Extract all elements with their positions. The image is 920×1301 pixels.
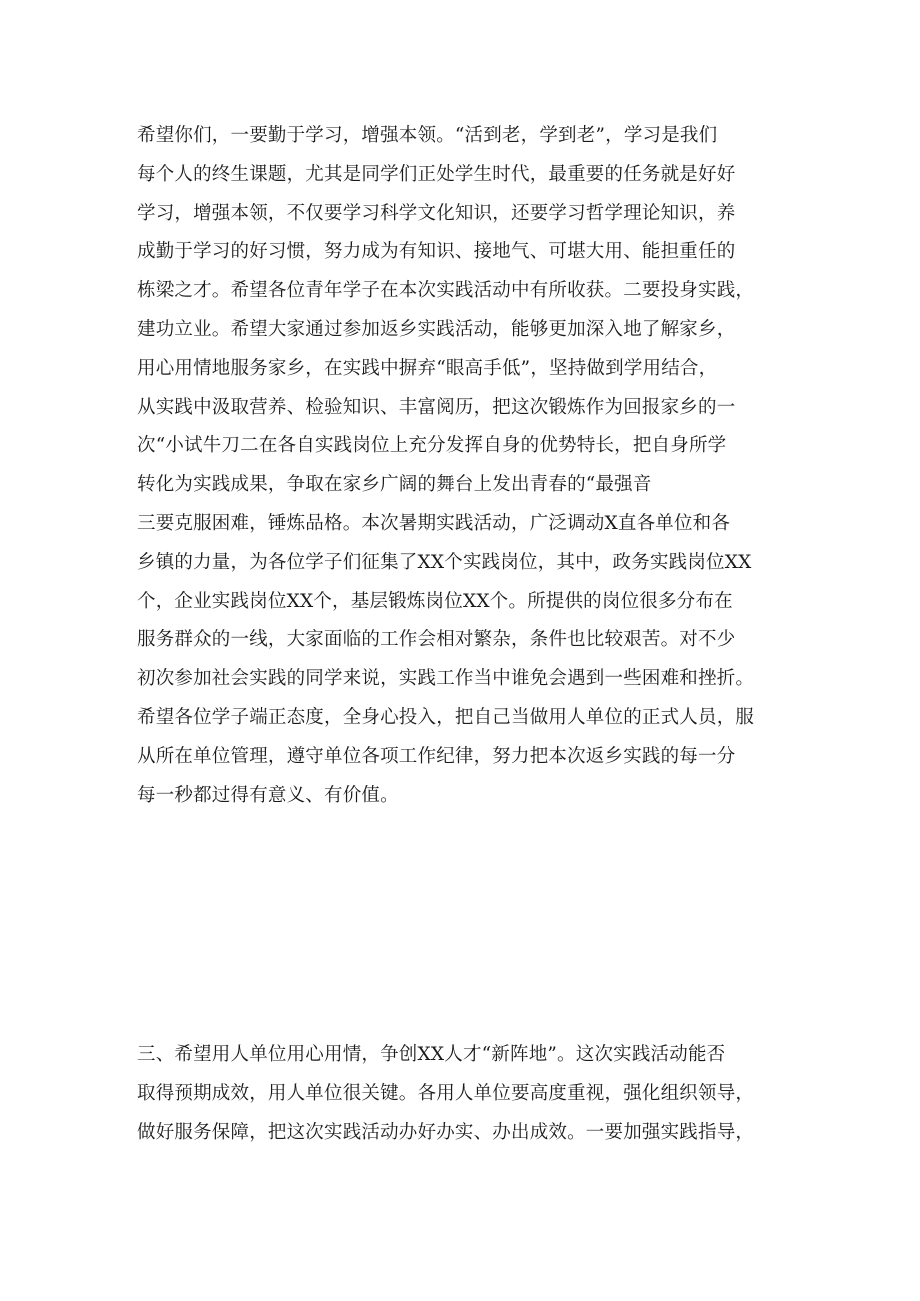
paragraph-2: [137, 1036, 797, 1152]
text-line: 三、希望用人单位用心用情，争创XX人才“新阵地”。这次实践活动能否: [137, 1044, 726, 1065]
text-line: 次“小试牛刀二在各自实践岗位上充分发挥自身的优势特长，把自身所学: [137, 435, 727, 457]
text-line: 希望各位学子端正态度，全身心投入，把自己当做用人单位的正式人员，服: [137, 706, 755, 728]
text-line: 学习，增强本领，不仅要学习科学文化知识，还要学习哲学理论知识，养: [137, 202, 736, 224]
text-line: 成勤于学习的好习惯，努力成为有知识、接地气、可堪大用、能担重任的: [137, 241, 736, 263]
text-line: 个，企业实践岗位XX个，基层锻炼岗位XX个。所提供的岗位很多分布在: [137, 590, 733, 612]
text-line: 转化为实践成果，争取在家乡广阔的舞台上发出青春的“最强音: [137, 474, 652, 496]
text-line: 乡镇的力量，为各位学子们征集了XX个实践岗位，其中，政务实践岗位XX: [137, 551, 752, 573]
paragraph-1: [137, 117, 797, 815]
text-line: 每一秒都过得有意义、有价值。: [137, 784, 399, 806]
text-line: 从实践中汲取营养、检验知识、丰富阅历，把这次锻炼作为回报家乡的一: [137, 396, 736, 418]
text-line: 做好服务保障，把这次实践活动办好办实、办出成效。一要加强实践指导，: [137, 1121, 755, 1143]
text-line: 建功立业。希望大家通过参加返乡实践活动，能够更加深入地了解家乡，: [137, 318, 736, 340]
text-line: 取得预期成效，用人单位很关键。各用人单位要高度重视，强化组织领导，: [137, 1082, 755, 1104]
text-line: 从所在单位管理，遵守单位各项工作纪律，努力把本次返乡实践的每一分: [137, 745, 736, 767]
text-line: 用心用情地服务家乡，在实践中摒弃“眼高手低”，坚持做到学用结合，: [137, 357, 718, 379]
text-line: 希望你们，一要勤于学习，增强本领。“活到老，学到老”，学习是我们: [137, 125, 718, 146]
text-line: 初次参加社会实践的同学来说，实践工作当中谁免会遇到一些困难和挫折。: [137, 668, 755, 690]
text-line: 服务群众的一线，大家面临的工作会相对繁杂，条件也比较艰苦。对不少: [137, 629, 736, 651]
text-line: 每个人的终生课题，尤其是同学们正处学生时代，最重要的任务就是好好: [137, 163, 736, 185]
text-line: 栋梁之才。希望各位青年学子在本次实践活动中有所收获。二要投身实践，: [137, 280, 755, 302]
text-line: 三要克服困难，锤炼品格。本次暑期实践活动，广泛调动X直各单位和各: [137, 512, 731, 534]
